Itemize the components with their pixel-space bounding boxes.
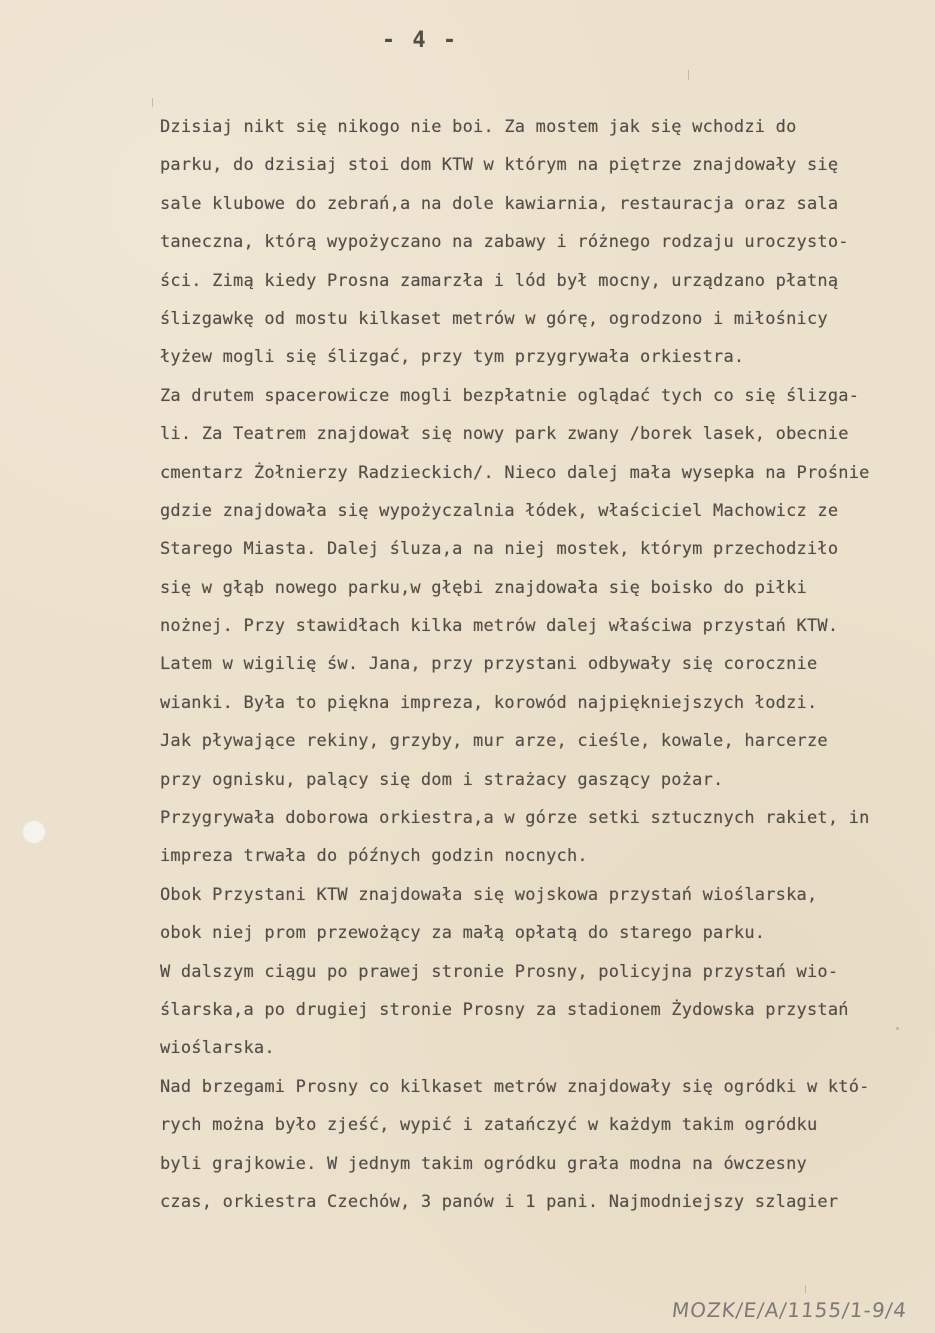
text-line: sale klubowe do zebrań,a na dole kawiarnia, restauracja oraz sala	[160, 193, 839, 214]
typed-text-block	[160, 108, 935, 1221]
paper-mark	[152, 98, 153, 107]
text-line: taneczna, którą wypożyczano na zabawy i różnego rodzaju uroczysto-	[160, 232, 849, 253]
text-line: byli grajkowie. W jednym takim ogródku grała modna na ówczesny	[160, 1153, 807, 1174]
text-line: rych można było zjeść, wypić i zatańczyć w każdym takim ogródku	[160, 1115, 818, 1136]
text-line: Jak pływające rekiny, grzyby, mur arze, cieśle, kowale, harcerze	[160, 731, 828, 752]
punch-hole	[22, 820, 46, 844]
text-line: W dalszym ciągu po prawej stronie Prosny, policyjna przystań wio-	[160, 961, 839, 982]
text-line: nożnej. Przy stawidłach kilka metrów dalej właściwa przystań KTW.	[160, 616, 839, 637]
text-line: Starego Miasta. Dalej śluza,a na niej mostek, którym przechodziło	[160, 539, 839, 560]
text-line: ści. Zimą kiedy Prosna zamarzła i lód był mocny, urządzano płatną	[160, 270, 839, 291]
text-line: się w głąb nowego parku,w głębi znajdowała się boisko do piłki	[160, 577, 807, 598]
text-line: czas, orkiestra Czechów, 3 panów i 1 pani. Najmodniejszy szlagier	[160, 1191, 839, 1212]
text-line: Latem w wigilię św. Jana, przy przystani odbywały się corocznie	[160, 654, 818, 675]
paper-mark	[688, 70, 689, 80]
text-line: Przygrywała doborowa orkiestra,a w górze setki sztucznych rakiet, in	[160, 808, 870, 829]
text-line: parku, do dzisiaj stoi dom KTW w którym na piętrze znajdowały się	[160, 155, 839, 176]
text-line: ślizgawkę od mostu kilkaset metrów w górę, ogrodzono i miłośnicy	[160, 308, 828, 329]
text-line: obok niej prom przewożący za małą opłatą do starego parku.	[160, 923, 766, 944]
text-line: wioślarska.	[160, 1038, 275, 1059]
archive-reference: MOZK/E/A/1155/1-9/4	[670, 1298, 909, 1322]
text-line: impreza trwała do późnych godzin nocnych.	[160, 846, 588, 867]
text-line: Obok Przystani KTW znajdowała się wojskowa przystań wioślarska,	[160, 884, 818, 905]
text-line: ślarska,a po drugiej stronie Prosny za stadionem Żydowska przystań	[160, 999, 849, 1020]
text-line: wianki. Była to piękna impreza, korowód najpiękniejszych łodzi.	[160, 692, 818, 713]
paper-mark	[896, 1027, 899, 1030]
paper-mark	[805, 1285, 806, 1293]
text-line: gdzie znajdowała się wypożyczalnia łódek, właściciel Machowicz ze	[160, 500, 839, 521]
text-line: przy ognisku, palący się dom i strażacy gaszący pożar.	[160, 769, 724, 790]
text-line: Dzisiaj nikt się nikogo nie boi. Za mostem jak się wchodzi do	[160, 117, 797, 137]
text-line: łyżew mogli się ślizgać, przy tym przygrywała orkiestra.	[160, 347, 745, 368]
text-line: li. Za Teatrem znajdował się nowy park zwany /borek lasek, obecnie	[160, 424, 849, 445]
page-number: - 4 -	[381, 28, 459, 53]
text-line: Za drutem spacerowicze mogli bezpłatnie oglądać tych co się ślizga-	[160, 385, 860, 406]
text-line: cmentarz Żołnierzy Radzieckich/. Nieco dalej mała wysepka na Prośnie	[160, 462, 870, 483]
text-line: Nad brzegami Prosny co kilkaset metrów znajdowały się ogródki w któ-	[160, 1076, 870, 1097]
